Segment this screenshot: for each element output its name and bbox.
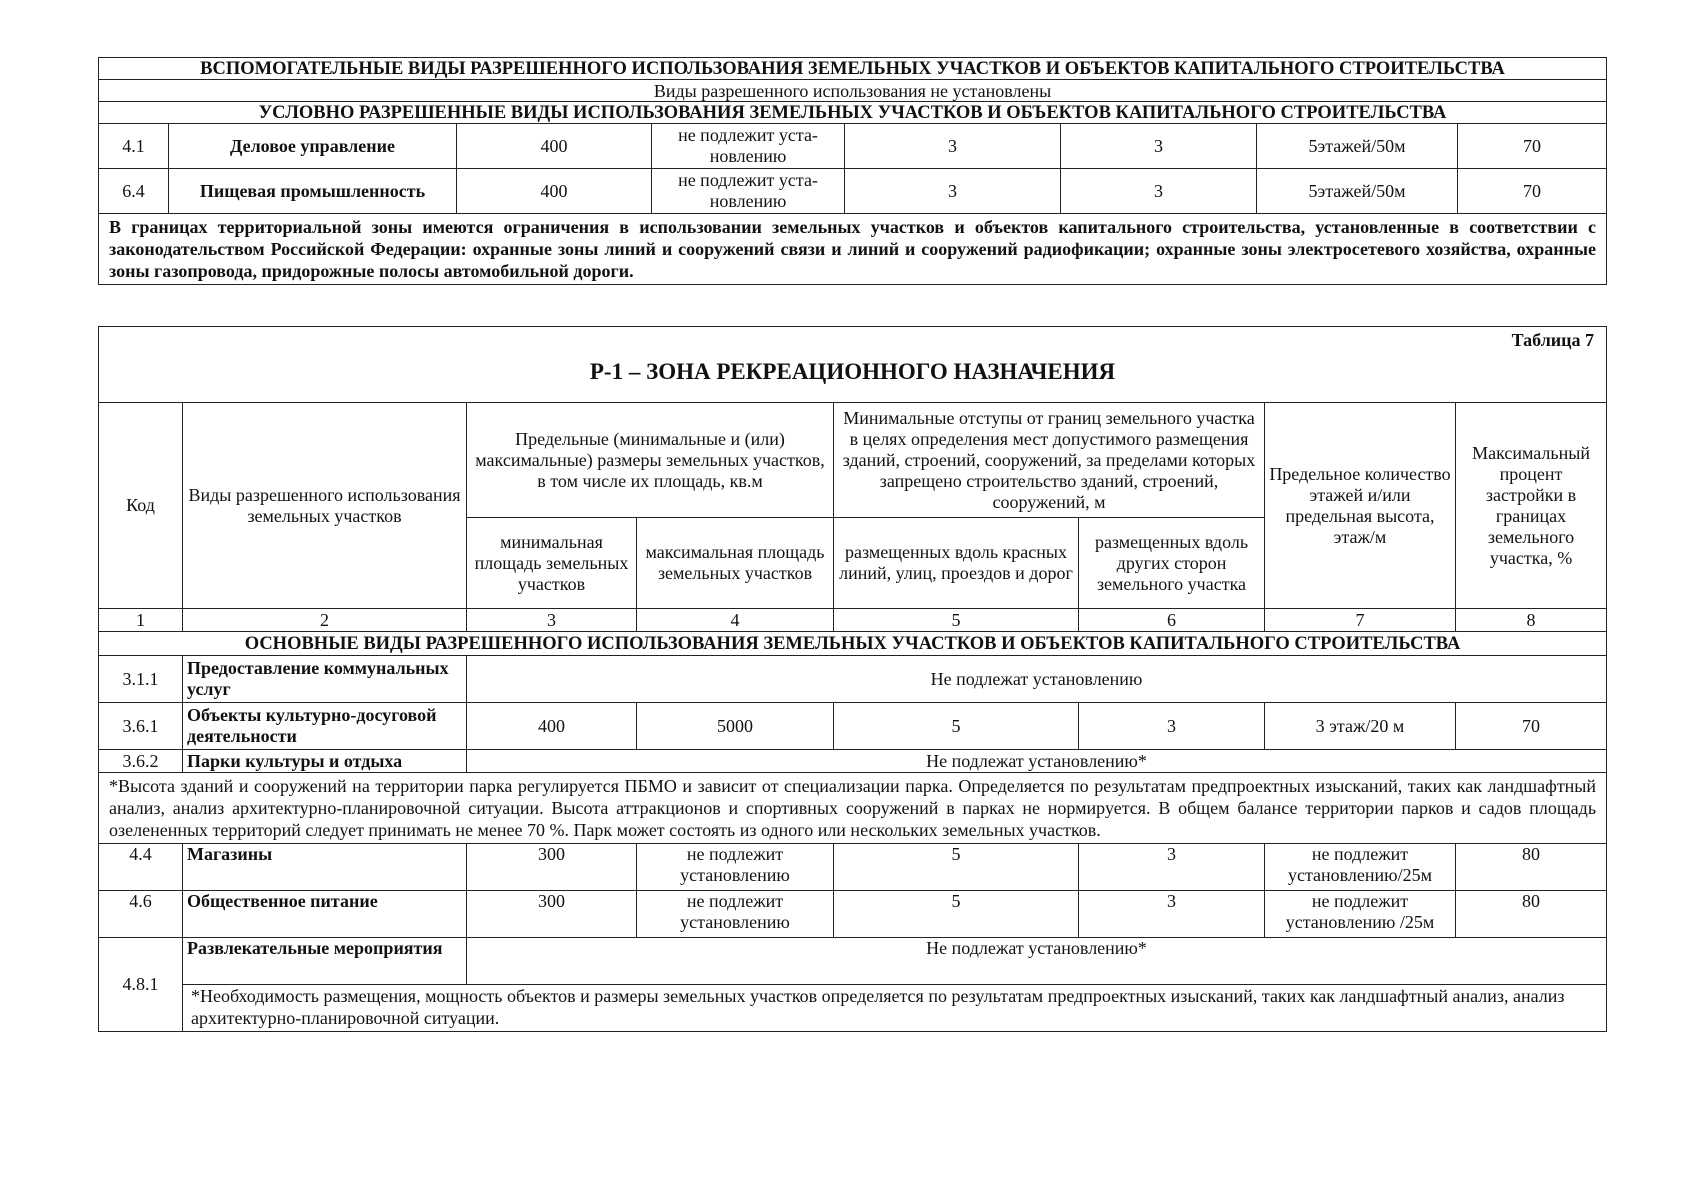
code-cell: 4.8.1 [99,938,183,1032]
floors-cell: 5этажей/50м [1257,124,1458,169]
col-number: 1 [99,609,183,632]
header-setback-red: размещенных вдоль красных линий, улиц, проездов и дорог [834,518,1079,609]
header-min-area: минимальная площадь земельных участков [467,518,637,609]
aux-header: ВСПОМОГАТЕЛЬНЫЕ ВИДЫ РАЗРЕШЕННОГО ИСПОЛЬЗОВАНИЯ ЗЕМЕЛЬНЫХ УЧАСТКОВ И ОБЪЕКТОВ КАПИТАЛЬНОГО СТРОИТЕЛЬСТВА [99,58,1607,80]
setback-other-cell: 3 [1061,124,1257,169]
table-row [99,656,1607,703]
setback-red-cell: 5 [834,844,1079,891]
name-cell: Предоставление коммунальных услуг [183,656,467,703]
header-code: Код [99,403,183,609]
max-area-cell: 5000 [637,703,834,750]
header-setbacks: Минимальные отступы от границ земельного участка в целях определения мест допустимого размещения зданий, строений, сооружений, за пределами которых запрещено строительство зданий, строений, сооружений, м [834,403,1265,518]
setback-red-cell: 5 [834,703,1079,750]
table-title: Р-1 – ЗОНА РЕКРЕАЦИОННОГО НАЗНАЧЕНИЯ [589,359,1116,384]
name-cell: Общественное питание [183,891,467,938]
floors-cell: не подлежит установлению /25м [1265,891,1456,938]
merged-value-cell: Не подлежат установлению [467,656,1607,703]
setback-other-cell: 3 [1061,169,1257,214]
percent-cell: 70 [1458,169,1607,214]
code-cell: 4.4 [99,844,183,891]
name-cell: Деловое управление [169,124,457,169]
col-number: 6 [1079,609,1265,632]
header-sizes: Предельные (минимальные и (или) максимальные) размеры земельных участков, в том числе их площадь, кв.м [467,403,834,518]
floors-cell: 5этажей/50м [1257,169,1458,214]
aux-note: Виды разрешенного использования не установлены [99,80,1607,102]
header-use-types: Виды разрешенного использования земельных участков [183,403,467,609]
setback-other-cell: 3 [1079,844,1265,891]
setback-red-cell: 5 [834,891,1079,938]
merged-value-cell: Не подлежат установлению* [467,750,1607,773]
col-number: 3 [467,609,637,632]
table-row [99,938,1607,985]
min-area-cell: 300 [467,844,637,891]
table-row [99,703,1607,750]
percent-cell: 80 [1456,844,1607,891]
code-cell: 6.4 [99,169,169,214]
table-row [99,169,1607,214]
setback-other-cell: 3 [1079,891,1265,938]
col-number: 2 [183,609,467,632]
code-cell: 3.1.1 [99,656,183,703]
main-table [98,326,1607,1032]
header-max-area: максимальная площадь земельных участков [637,518,834,609]
code-cell: 4.1 [99,124,169,169]
percent-cell: 70 [1458,124,1607,169]
cond-header: УСЛОВНО РАЗРЕШЕННЫЕ ВИДЫ ИСПОЛЬЗОВАНИЯ ЗЕМЕЛЬНЫХ УЧАСТКОВ И ОБЪЕКТОВ КАПИТАЛЬНОГО СТРОИТЕЛЬСТВА [99,102,1607,124]
table-row [99,891,1607,938]
min-area-cell: 400 [457,169,652,214]
table-title-cell [99,327,1607,403]
col-number: 5 [834,609,1079,632]
table-row [99,844,1607,891]
name-cell: Пищевая промышленность [169,169,457,214]
merged-value-cell: Не подлежат установлению* [467,938,1607,985]
main-uses-header: ОСНОВНЫЕ ВИДЫ РАЗРЕШЕННОГО ИСПОЛЬЗОВАНИЯ ЗЕМЕЛЬНЫХ УЧАСТКОВ И ОБЪЕКТОВ КАПИТАЛЬНОГО СТРОИТЕЛЬСТВА [99,632,1607,656]
header-percent: Максимальный процент застройки в границах земельного участка, % [1456,403,1607,609]
header-setback-other: размещенных вдоль других сторон земельного участка [1079,518,1265,609]
max-area-cell: не подлежит уста-новлению [652,169,845,214]
restrictions-note: В границах территориальной зоны имеются ограничения в использовании земельных участков и объектов капитального строительства, установленные в соответствии с законодательством Российской Федерации: охранные зоны линий и сооружений связи и линий и сооружений радиофикации; охранные зоны электросетевого хозяйства, охранные зоны газопровода, придорожные полосы автомобильной дороги. [99,214,1607,285]
name-cell: Объекты культурно-досуговой деятельности [183,703,467,750]
table-row [99,750,1607,773]
name-cell: Магазины [183,844,467,891]
table-number: Таблица 7 [1511,330,1595,350]
header-floors: Предельное количество этажей и/или предельная высота, этаж/м [1265,403,1456,609]
code-cell: 3.6.1 [99,703,183,750]
min-area-cell: 400 [457,124,652,169]
min-area-cell: 400 [467,703,637,750]
setback-red-cell: 3 [845,124,1061,169]
max-area-cell: не подлежит уста-новлению [652,124,845,169]
parks-footnote: *Высота зданий и сооружений на территории парка регулируется ПБМО и зависит от специализации парка. Определяется по результатам предпроектных изысканий, таких как ландшафтный анализ, анализ архитектурно-планировочной ситуации. Высота аттракционов и спортивных сооружений в парках не нормируется. В общем балансе территории парков и садов площадь озелененных территорий следует принимать не менее 70 %. Парк может состоять из одного или нескольких земельных участков. [99,773,1607,844]
table-row [99,124,1607,169]
entertainment-footnote: *Необходимость размещения, мощность объектов и размеры земельных участков определяется по результатам предпроектных изысканий, таких как ландшафтный анализ, анализ архитектурно-планировочной ситуации. [183,985,1607,1032]
percent-cell: 80 [1456,891,1607,938]
setback-other-cell: 3 [1079,703,1265,750]
col-number: 8 [1456,609,1607,632]
code-cell: 3.6.2 [99,750,183,773]
max-area-cell: не подлежит установлению [637,844,834,891]
percent-cell: 70 [1456,703,1607,750]
setback-red-cell: 3 [845,169,1061,214]
floors-cell: 3 этаж/20 м [1265,703,1456,750]
top-table [98,57,1607,285]
name-cell: Парки культуры и отдыха [183,750,467,773]
min-area-cell: 300 [467,891,637,938]
code-cell: 4.6 [99,891,183,938]
floors-cell: не подлежит установлению/25м [1265,844,1456,891]
name-cell: Развлекательные мероприятия [183,938,467,985]
col-number: 7 [1265,609,1456,632]
col-number: 4 [637,609,834,632]
max-area-cell: не подлежит установлению [637,891,834,938]
